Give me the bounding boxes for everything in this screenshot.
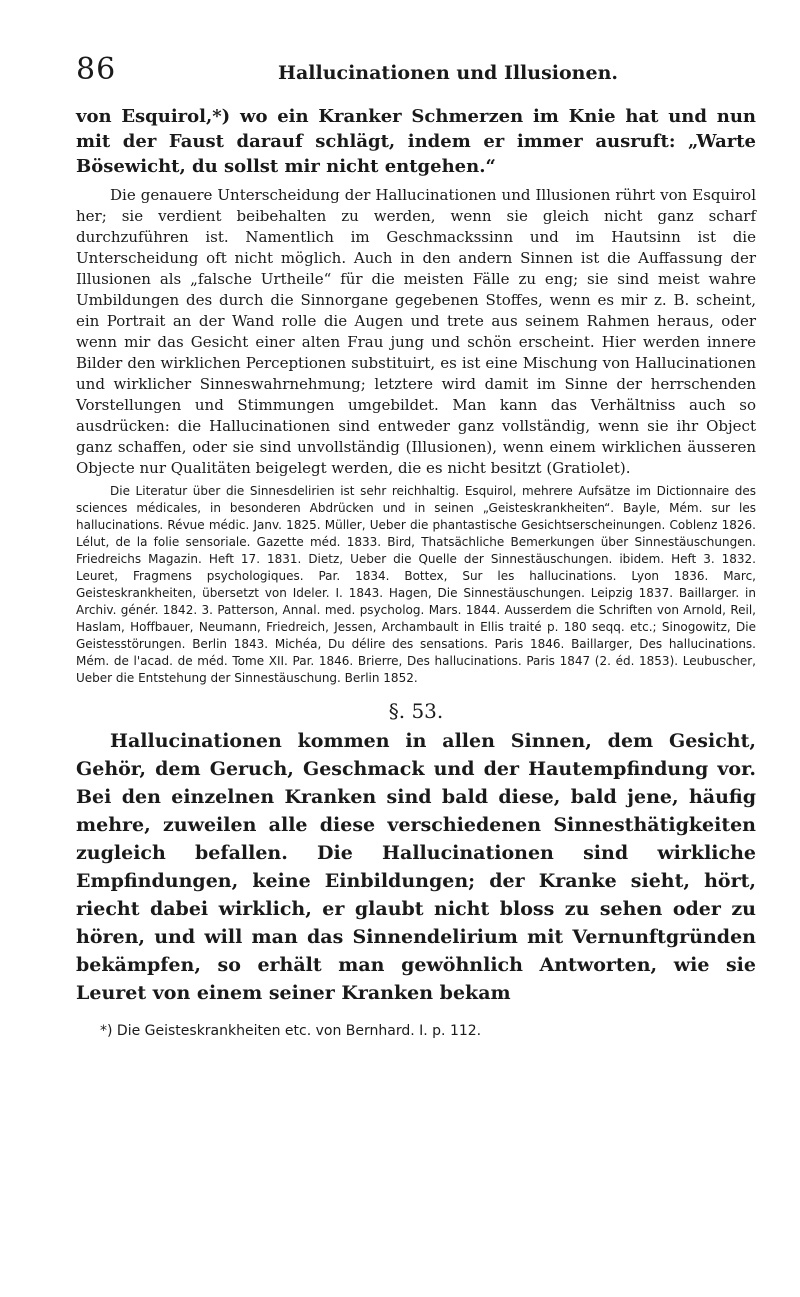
footnote: *) Die Geisteskrankheiten etc. von Bernhard. I. p. 112. — [100, 1023, 482, 1039]
intro-paragraph: von Esquirol,*) wo ein Kranker Schmerzen im Knie hat und nun mit der Faust darauf schlägt, indem er immer ausruft: „Warte Bösewicht, du sollst mir nicht entgehen.“ — [76, 106, 756, 177]
section-heading: §. 53. — [388, 699, 444, 723]
main-paragraph: Die genauere Unterscheidung der Hallucinationen und Illusionen rührt von Esquirol her; sie verdient beibehalten zu werden, wenn sie gleich nicht ganz scharf durchzuführen ist. Namentlich im Geschmackssinn und im Hautsinn ist die Unterscheidung oft nicht möglich. Auch in den andern Sinnen ist die Auffassung der Illusionen als „falsche Urtheile“ für die meisten Fälle zu eng; sie sind meist wahre Umbildungen des durch die Sinnorgane gegebenen Stoffes, wenn es mir z. B. scheint, ein Portrait an der Wand rolle die Augen und trete aus seinem Rahmen heraus, oder wenn mir das Gesicht einer alten Frau jung und schön erscheint. Hier werden innere Bilder den wirklichen Perceptionen substituirt, es ist eine Mischung von Hallucinationen und wirklicher Sinneswahrnehmung; letztere wird damit im Sinne der herrschenden Vorstellungen und Stimmungen umgebildet. Man kann das Verhältniss auch so ausdrücken: die Hallucinationen sind entweder ganz vollständig, wenn sie ihr Object ganz schaffen, oder sie sind unvollständig (Illusionen), wenn einem wirklichen äusseren Objecte nur Qualitäten beigelegt werden, die es nicht besitzt (Gratiolet). — [76, 186, 756, 477]
section-paragraph: Hallucinationen kommen in allen Sinnen, dem Gesicht, Gehör, dem Geruch, Geschmack und der Hautempfindung vor. Bei den einzelnen Kranken sind bald diese, bald jene, häufig mehre, zuweilen alle diese verschiedenen Sinnesthätigkeiten zugleich befallen. Die Hallucinationen sind wirkliche Empfindungen, keine Einbildungen; der Kranke sieht, hört, riecht dabei wirklich, er glaubt nicht bloss zu sehen oder zu hören, und will man das Sinnendelirium mit Vernunftgründen bekämpfen, so erhält man gewöhnlich Antworten, wie sie Leuret von einem seiner Kranken bekam — [76, 730, 756, 1004]
page-number: 86 — [76, 52, 117, 87]
book-page — [76, 52, 756, 1039]
running-title: Hallucinationen und Illusionen. — [278, 62, 619, 84]
page-header — [76, 52, 756, 92]
literature-paragraph: Die Literatur über die Sinnesdelirien ist sehr reichhaltig. Esquirol, mehrere Aufsätze im Dictionnaire des sciences médicales, in besonderen Abdrücken und in seinen „Geisteskrankheiten“. Bayle, Mém. sur les hallucinations. Révue médic. Janv. 1825. Müller, Ueber die phantastische Gesichtserscheinungen. Coblenz 1826. Lélut, de la folie sensoriale. Gazette méd. 1833. Bird, Thatsächliche Bemerkungen über Sinnestäuschungen. Friedreichs Magazin. Heft 17. 1831. Dietz, Ueber die Quelle der Sinnestäuschungen. ibidem. Heft 3. 1832. Leuret, Fragmens psychologiques. Par. 1834. Bottex, Sur les hallucinations. Lyon 1836. Marc, Geisteskrankheiten, übersetzt von Ideler. I. 1843. Hagen, Die Sinnestäuschungen. Leipzig 1837. Baillarger. in Archiv. génér. 1842. 3. Patterson, Annal. med. psycholog. Mars. 1844. Ausserdem die Schriften von Arnold, Reil, Haslam, Hoffbauer, Neumann, Friedreich, Jessen, Archambault in Ellis traité p. 180 seqq. etc.; Sinogowitz, Die Geistesstörungen. Berlin 1843. Michéa, Du délire des sensations. Paris 1846. Baillarger, Des hallucinations. Mém. de l'acad. de méd. Tome XII. Par. 1846. Brierre, Des hallucinations. Paris 1847 (2. éd. 1853). Leubuscher, Ueber die Entstehung der Sinnestäuschung. Berlin 1852. — [76, 484, 756, 685]
